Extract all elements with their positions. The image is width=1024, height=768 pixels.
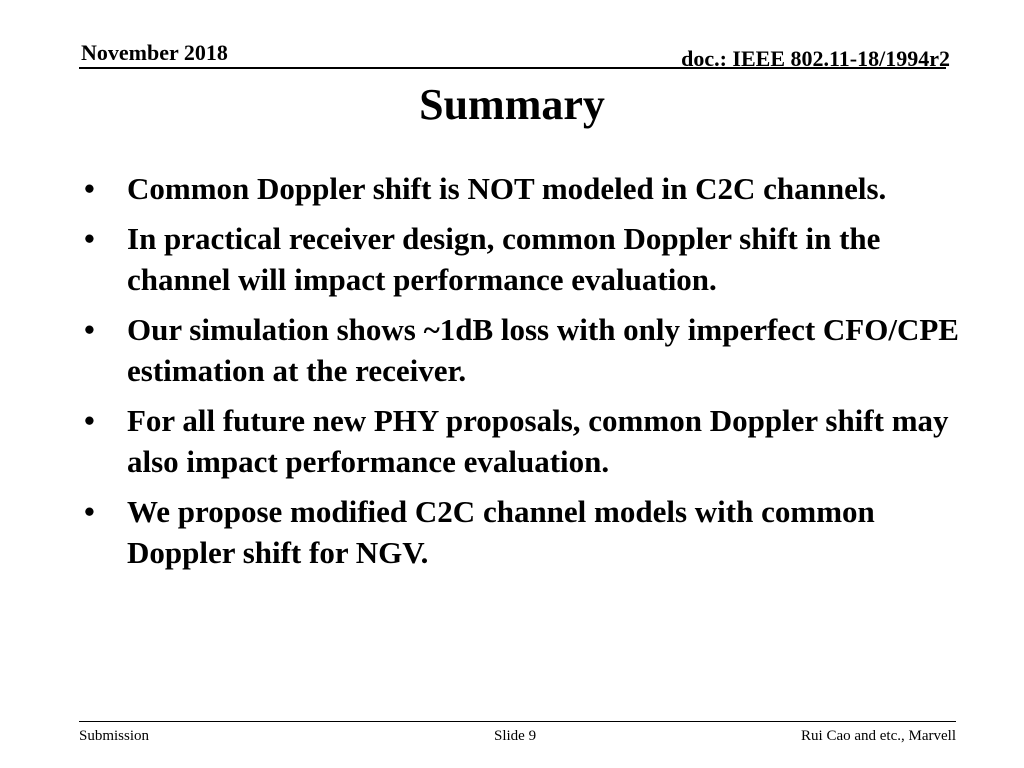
bullet-icon: • bbox=[84, 403, 95, 438]
bullet-text: In practical receiver design, common Doppler shift in the channel will impact performance evaluation. bbox=[127, 221, 881, 297]
bullet-list bbox=[84, 168, 974, 582]
bullet-text: Common Doppler shift is NOT modeled in C2C channels. bbox=[127, 171, 887, 206]
header-doc-id: doc.: IEEE 802.11-18/1994r2 bbox=[681, 46, 950, 71]
bullet-icon: • bbox=[84, 312, 95, 347]
bullet-text: For all future new PHY proposals, common Doppler shift may also impact performance evaluation. bbox=[127, 403, 949, 479]
bullet-item bbox=[84, 218, 974, 300]
bullet-text: We propose modified C2C channel models with common Doppler shift for NGV. bbox=[127, 494, 875, 570]
header-date: November 2018 bbox=[81, 40, 228, 65]
bullet-item bbox=[84, 309, 974, 391]
footer-slide-number: Slide 9 bbox=[494, 728, 537, 744]
header-divider bbox=[79, 67, 946, 69]
bullet-item bbox=[84, 400, 974, 482]
slide-title: Summary bbox=[419, 80, 605, 129]
bullet-item bbox=[84, 491, 974, 573]
footer-divider bbox=[79, 721, 956, 722]
footer-submission: Submission bbox=[79, 728, 150, 744]
bullet-icon: • bbox=[84, 221, 95, 256]
bullet-icon: • bbox=[84, 494, 95, 529]
bullet-item bbox=[84, 168, 974, 209]
bullet-text: Our simulation shows ~1dB loss with only imperfect CFO/CPE estimation at the receiver. bbox=[127, 312, 959, 388]
footer-author: Rui Cao and etc., Marvell bbox=[801, 728, 956, 744]
bullet-icon: • bbox=[84, 171, 95, 206]
